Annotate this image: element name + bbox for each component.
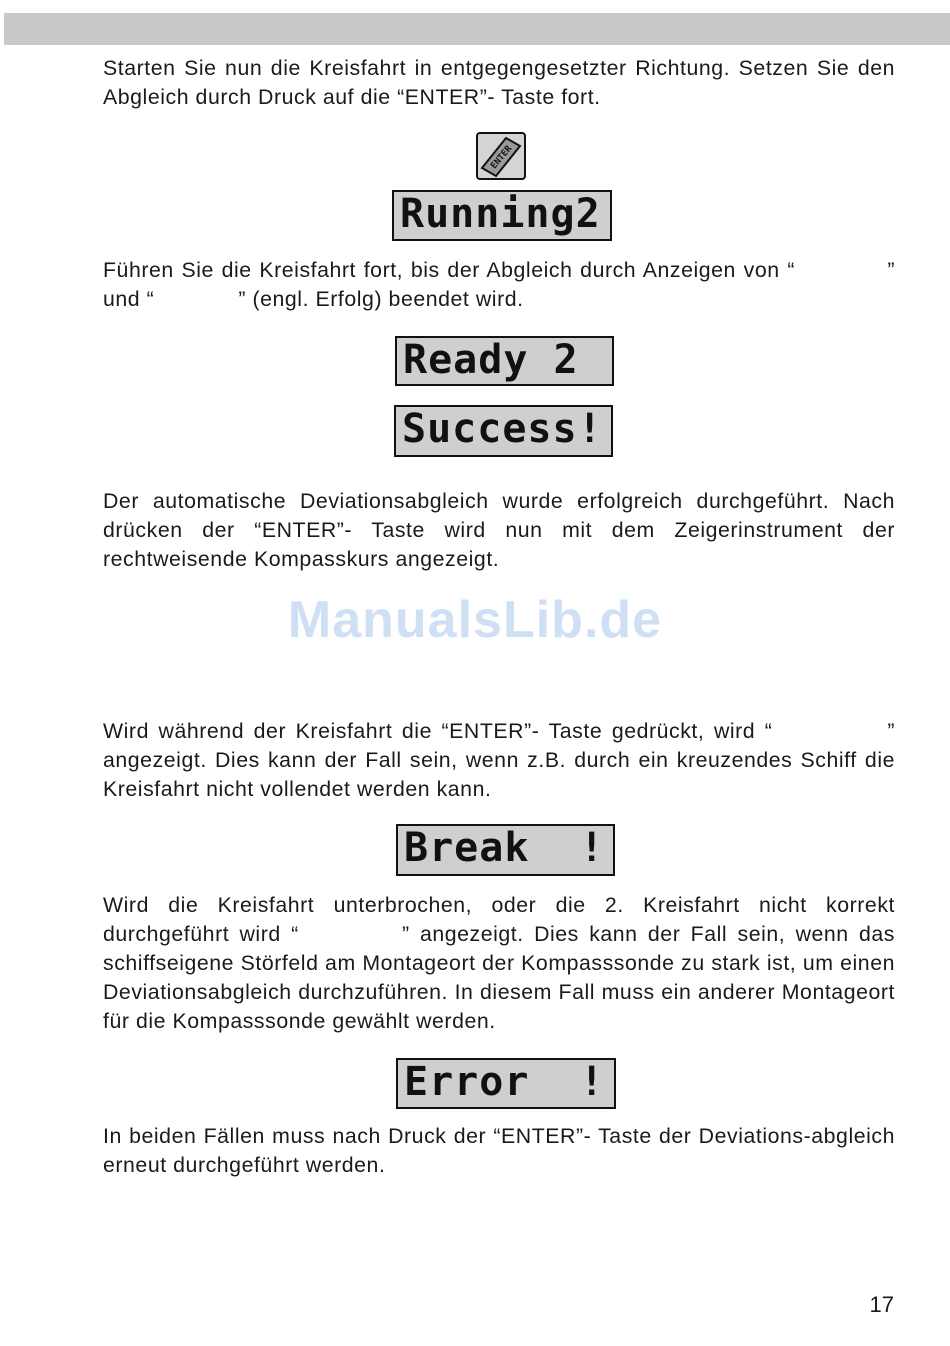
lcd-display-break: Break ! [396,824,615,876]
paragraph-start-second-circle: Starten Sie nun die Kreisfahrt in entgegengesetzter Richtung. Setzen Sie den Abgleich durch Druck auf die “ENTER”- Taste fort. [103,56,901,109]
enter-key-label: ENTER [489,144,515,172]
enter-key-icon [476,132,526,180]
watermark: ManualsLib.de [287,591,663,649]
paragraph-calibration-done: Der automatische Deviationsabgleich wurde erfolgreich durchgeführt. Nach drücken der “ENTER”- Taste wird nun mit dem Zeigerinstrument der rechtweisende Kompasskurs angezeigt. [103,489,902,571]
lcd-display-ready: Ready 2 [395,336,614,386]
paragraph-repeat-calibration: In beiden Fällen muss nach Druck der “ENTER”- Taste der Deviations-abgleich erneut durchgeführt werden. [103,1124,902,1177]
lcd-display-running: Running2 [392,190,612,241]
header-bar [4,13,950,45]
lcd-display-success: Success! [394,405,613,457]
paragraph-break-info: Wird während der Kreisfahrt die “ENTER”- Taste gedrückt, wird “ ” angezeigt. Dies kann der Fall sein, wenn z.B. durch ein kreuzendes Schiff die Kreisfahrt nicht vollendet werden kann. [103,719,902,801]
paragraph-error-info: Wird die Kreisfahrt unterbrochen, oder die 2. Kreisfahrt nicht korrekt durchgeführt wird “ ” angezeigt. Dies kann der Fall sein, wenn das schiffseigene Störfeld am Montageort der Kompasssonde zu stark ist, um einen Deviationsabgleich durchzuführen. In diesem Fall muss ein anderer Montageort für die Kompasssonde gewählt werden. [103,893,902,1033]
paragraph-continue-circle: Führen Sie die Kreisfahrt fort, bis der Abgleich durch Anzeigen von “ ” und “ ” (engl. Erfolg) beendet wird. [103,258,902,311]
lcd-display-error: Error ! [396,1058,616,1109]
page-number: 17 [869,1292,894,1317]
